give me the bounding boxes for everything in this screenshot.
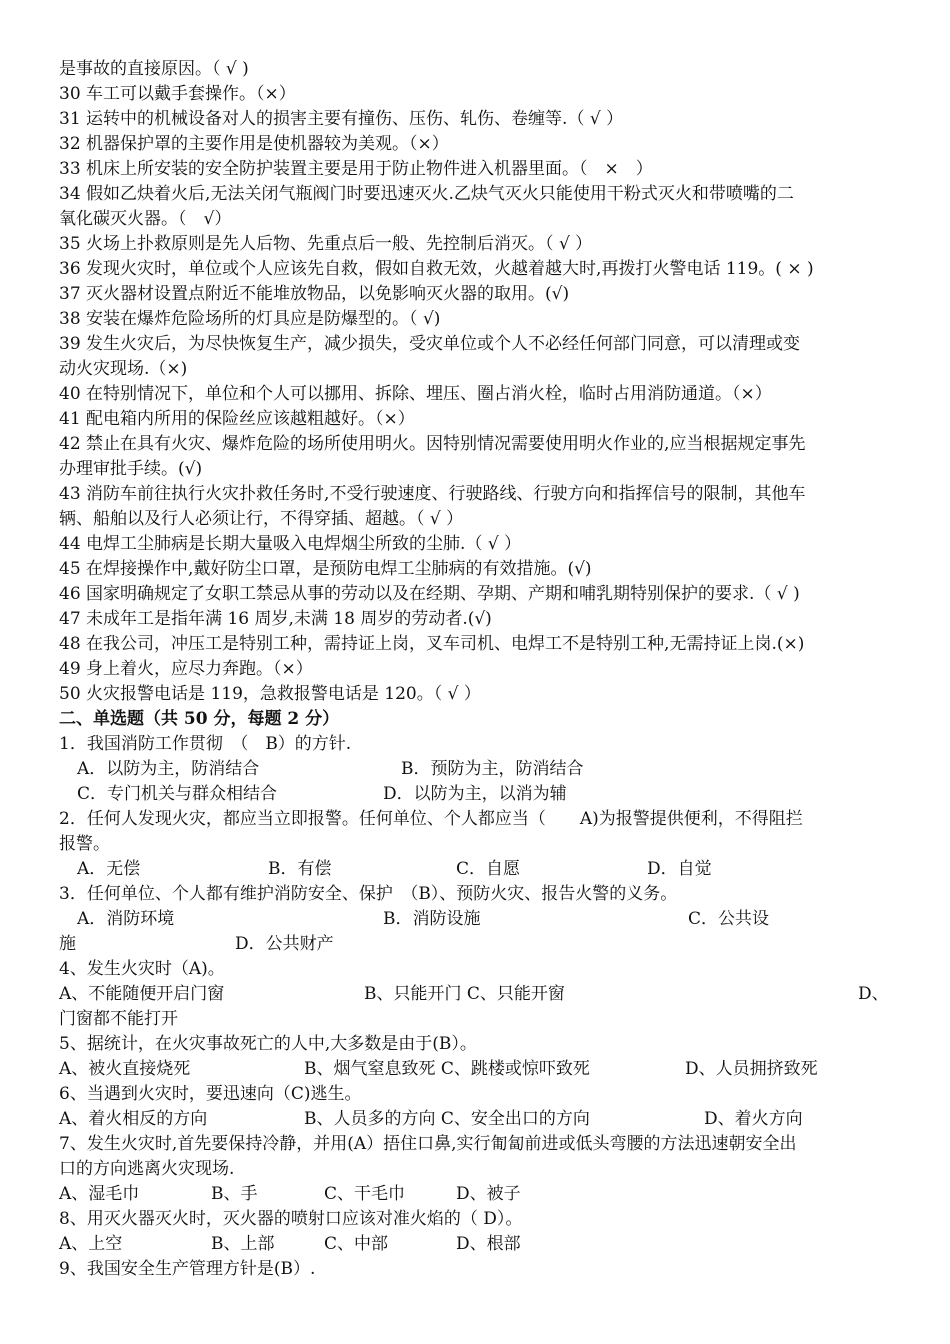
option-a: A．无偿 [77, 859, 141, 879]
true-false-line: 47 未成年工是指年满 16 周岁,未满 18 周岁的劳动者.(√) [59, 609, 492, 629]
option-b: B、手 [211, 1184, 258, 1204]
question-stem: 8、用灭火器灭火时，灭火器的喷射口应该对准火焰的（ D）。 [59, 1209, 523, 1229]
option-a: A．消防环境 [77, 909, 175, 929]
option-a: A、上空 [59, 1234, 123, 1254]
question-stem: 2．任何人发现火灾，都应当立即报警。任何单位、个人都应当（ A)为报警提供便利，不得阻拦 [59, 809, 803, 829]
option-bc: B、只能开门 C、只能开窗 [364, 984, 565, 1004]
option-row [59, 782, 895, 807]
true-false-line: 41 配电箱内所用的保险丝应该越粗越好。（×） [59, 409, 415, 429]
option-d: D、被子 [456, 1184, 521, 1204]
question-stem-cont: 报警。 [59, 834, 110, 854]
true-false-line: 48 在我公司，冲压工是特别工种，需持证上岗，叉车司机、电焊工不是特别工种,无需持证上岗.(×) [59, 634, 805, 654]
option-c: C．公共设 [688, 909, 770, 929]
option-d: D．自觉 [647, 859, 712, 879]
section-title: 二、单选题（共 50 分，每题 2 分） [59, 709, 340, 729]
true-false-line: 42 禁止在具有火灾、爆炸危险的场所使用明火。因特别情况需要使用明火作业的,应当根据规定事先 [59, 434, 806, 454]
question-stem: 1．我国消防工作贯彻 （ B）的方针. [59, 734, 352, 754]
true-false-line: 36 发现火灾时，单位或个人应该先自救，假如自救无效，火越着越大时,再拨打火警电话 119。( × ) [59, 259, 814, 279]
question-stem: 4、发生火灾时（A)。 [59, 959, 225, 979]
true-false-line: 30 车工可以戴手套操作。（×） [59, 84, 296, 104]
option-d: D．公共财产 [235, 934, 334, 954]
option-d-cont: 门窗都不能打开 [59, 1009, 178, 1029]
true-false-line: 动火灾现场.（×) [59, 359, 188, 379]
true-false-line: 33 机床上所安装的安全防护装置主要是用于防止物件进入机器里面。（ × ） [59, 159, 653, 179]
true-false-line: 34 假如乙炔着火后,无法关闭气瓶阀门时要迅速灭火.乙炔气灭火只能使用干粉式灭火和带喷嘴的二 [59, 184, 794, 204]
option-row [59, 1182, 895, 1207]
option-a: A、着火相反的方向 [59, 1109, 208, 1129]
true-false-line: 39 发生火灾后，为尽快恢复生产，减少损失，受灾单位或个人不必经任何部门同意，可以清理或变 [59, 334, 801, 354]
question-stem: 7、发生火灾时,首先要保持冷静，并用(A）捂住口鼻,实行匍匐前进或低头弯腰的方法迅速朝安全出 [59, 1134, 797, 1154]
option-row [59, 757, 895, 782]
option-bc: B、人员多的方向 C、安全出口的方向 [304, 1109, 590, 1129]
true-false-line: 45 在焊接操作中,戴好防尘口罩，是预防电焊工尘肺病的有效措施。(√) [59, 559, 592, 579]
option-b: B．消防设施 [383, 909, 481, 929]
true-false-line: 40 在特别情况下，单位和个人可以挪用、拆除、埋压、圈占消火栓，临时占用消防通道。（×） [59, 384, 772, 404]
true-false-line: 37 灭火器材设置点附近不能堆放物品，以免影响灭火器的取用。(√) [59, 284, 570, 304]
true-false-line: 氧化碳灭火器。（ √） [59, 209, 232, 229]
option-c: C．自愿 [456, 859, 521, 879]
true-false-line: 是事故的直接原因。（ √ ) [59, 59, 249, 79]
option-c-cont: 施 [59, 934, 76, 954]
option-a: A、湿毛巾 [59, 1184, 140, 1204]
option-row [59, 982, 895, 1007]
option-c: C、中部 [324, 1234, 389, 1254]
true-false-line: 辆、船舶以及行人必须让行，不得穿插、超越。（ √ ） [59, 509, 464, 529]
option-a: A、不能随便开启门窗 [59, 984, 225, 1004]
true-false-line: 49 身上着火，应尽力奔跑。（×） [59, 659, 313, 679]
option-b: B．预防为主，防消结合 [401, 759, 584, 779]
question-stem: 5、据统计，在火灾事故死亡的人中,大多数是由于(B）。 [59, 1034, 477, 1054]
option-a: A、被火直接烧死 [59, 1059, 191, 1079]
option-row [59, 1107, 895, 1132]
option-d: D、人员拥挤致死 [685, 1059, 818, 1079]
option-c: C、干毛巾 [324, 1184, 406, 1204]
true-false-line: 43 消防车前往执行火灾扑救任务时,不受行驶速度、行驶路线、行驶方向和指挥信号的限制，其他车 [59, 484, 806, 504]
true-false-line: 50 火灾报警电话是 119，急救报警电话是 120。（ √ ） [59, 684, 481, 704]
option-row [59, 1057, 895, 1082]
option-d: D、根部 [456, 1234, 521, 1254]
option-row [59, 907, 895, 932]
true-false-line: 32 机器保护罩的主要作用是使机器较为美观。（×） [59, 134, 449, 154]
true-false-line: 31 运转中的机械设备对人的损害主要有撞伤、压伤、轧伤、卷缠等.（ √ ） [59, 109, 624, 129]
option-d: D．以防为主，以消为辅 [383, 784, 567, 804]
true-false-line: 办理审批手续。(√) [59, 459, 203, 479]
option-c: C．专门机关与群众相结合 [77, 784, 278, 804]
option-d: D、着火方向 [704, 1109, 803, 1129]
true-false-line: 44 电焊工尘肺病是长期大量吸入电焊烟尘所致的尘肺.（ √ ） [59, 534, 522, 554]
option-b: B、上部 [211, 1234, 275, 1254]
option-d: D、 [858, 984, 889, 1004]
option-b: B．有偿 [268, 859, 332, 879]
option-bc: B、烟气窒息致死 C、跳楼或惊吓致死 [304, 1059, 590, 1079]
option-row [59, 932, 895, 957]
true-false-line: 46 国家明确规定了女职工禁忌从事的劳动以及在经期、孕期、产期和哺乳期特别保护的要求.（ √ ) [59, 584, 800, 604]
question-stem: 6、当遇到火灾时，要迅速向（C)逃生。 [59, 1084, 362, 1104]
question-stem-cont: 口的方向逃离火灾现场. [59, 1159, 235, 1179]
document-page [59, 57, 895, 1282]
option-row [59, 1232, 895, 1257]
true-false-line: 35 火场上扑救原则是先人后物、先重点后一般、先控制后消灭。（ √ ） [59, 234, 593, 254]
true-false-line: 38 安装在爆炸危险场所的灯具应是防爆型的。（ √) [59, 309, 441, 329]
option-row [59, 857, 895, 882]
option-a: A．以防为主，防消结合 [77, 759, 260, 779]
question-stem: 9、我国安全生产管理方针是(B）. [59, 1259, 316, 1279]
true-false-list [59, 57, 895, 707]
question-stem: 3．任何单位、个人都有维护消防安全、保护 （B）、预防火灾、报告火警的义务。 [59, 884, 678, 904]
